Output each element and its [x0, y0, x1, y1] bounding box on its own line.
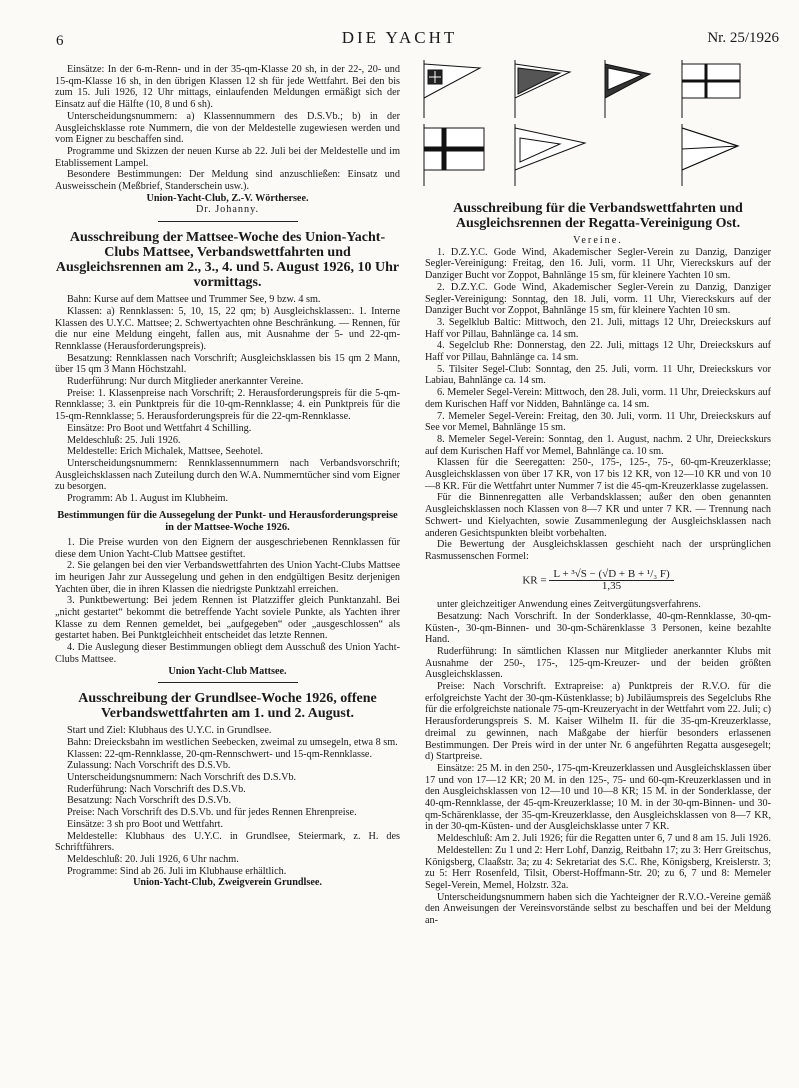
- paragraph: Meldestelle: Erich Michalek, Mattsee, Seehotel.: [67, 446, 264, 458]
- paragraph: Besatzung: Nach Vorschrift des D.S.Vb.: [67, 795, 232, 807]
- flag-1-icon: [424, 60, 480, 118]
- flag-3-icon: [605, 60, 650, 118]
- signature: Union Yacht-Club Mattsee.: [168, 665, 287, 677]
- divider: [158, 682, 298, 683]
- section-heading: Ausschreibung der Grundlsee-Woche 1926, offene Verbandswettfahrten am 1. und 2. August.: [78, 691, 377, 722]
- paragraph: Ruderführung: In sämtlichen Klassen nur Mitglieder anerkannter Klubs mit Ausnahme der 250-, 175-, 125-qm-Kreuzer- und der beiden größten Ausgleichsklassen.: [425, 645, 771, 681]
- signature: Union-Yacht-Club, Z.-V. Wörthersee.: [146, 192, 309, 204]
- paragraph: Besatzung: Nach Vorschrift. In der Sonderklasse, 40-qm-Rennklasse, 30-qm-Küsten-, 30-qm-Binnen- und 30-qm-Schärenklasse 3 Personen, keine bezahlte Hand.: [425, 610, 771, 646]
- divider: [158, 221, 298, 222]
- flag-5-icon: [424, 124, 484, 186]
- paragraph: unter gleichzeitiger Anwendung eines Zeitvergütungsverfahrens.: [437, 599, 701, 611]
- paragraph: Meldeschluß: 20. Juli 1926, 6 Uhr nachm.: [67, 853, 239, 865]
- paragraph: 2. Sie gelangen bei den vier Verbandswettfahrten des Union Yacht-Clubs Mattsee im heurigen Jahr zur Aussegelung und gehen in den endgültigen Besitz derjenigen Yachten über, die in ihren Klassen die niedrigste Punktzahl erreichen.: [55, 560, 400, 595]
- formula-fraction: [549, 569, 673, 593]
- paragraph: 7. Memeler Segel-Verein: Freitag, den 30. Juli, vorm. 11 Uhr, Dreieckskurs auf See vor Memel, Bahnlänge 15 sm.: [425, 410, 771, 434]
- running-title: DIE YACHT: [341, 28, 458, 47]
- paragraph: Programme und Skizzen der neuen Kurse ab 22. Juli bei der Meldestelle und im Etablissement Lampel.: [55, 145, 400, 169]
- section-heading: Ausschreibung für die Verbandswettfahrten und Ausgleichsrennen der Regatta-Vereinigung Ost.: [453, 201, 743, 231]
- formula-lhs: KR =: [522, 574, 547, 587]
- paragraph: 2. D.Z.Y.C. Gode Wind, Akademischer Segler-Verein zu Danzig, Danziger Segler-Vereinigung: Sonntag, den 18. Juli, vorm. 11 Uhr, Viereckskurs auf der Danziger Bucht vor Zoppot, Bahnlänge 15 sm, für kleinere Yachten 10 sm.: [425, 281, 771, 317]
- paragraph: 4. Segelclub Rhe: Donnerstag, den 22. Juli, mittags 12 Uhr, Dreieckskurs auf Haff vor Pillau, Bahnlänge ca. 14 sm.: [425, 340, 771, 364]
- club-flags-illustration: [420, 58, 770, 188]
- paragraph: Bahn: Kurse auf dem Mattsee und Trummer See, 9 bzw. 4 sm.: [67, 294, 321, 306]
- paragraph: Start und Ziel: Klubhaus des U.Y.C. in Grundlsee.: [67, 725, 272, 737]
- paragraph: Meldestellen: Zu 1 und 2: Herr Lohf, Danzig, Reitbahn 17; zu 3: Herr Greitschus, Königsberg, Claaßstr. 3a; zu 4: Sekretariat des S.C. Rhe, Königsberg, Kreislerstr. 3; zu 5: Herr Rosenfeld, Tilsit, Oberst-Hoffmann-Str. 20; zu 6, 7 und 8: Memeler Segel-Verein, Memel, Holzstr. 32a.: [425, 844, 771, 891]
- paragraph: 1. D.Z.Y.C. Gode Wind, Akademischer Segler-Verein zu Danzig, Danziger Segler-Vereinigung: Freitag, den 16. Juli, vorm. 11 Uhr, Viereckskurs auf der Danziger Bucht vor Zoppot, Bahnlänge 15 sm, für kleinere Yachten 10 sm.: [425, 246, 771, 282]
- paragraph: 5. Tilsiter Segel-Club: Sonntag, den 25. Juli, vorm. 11 Uhr, Dreieckskurs vor Labiau, Bahnlänge ca. 14 sm.: [425, 363, 771, 387]
- flag-6-icon: [515, 124, 585, 186]
- paragraph: 1. Die Preise wurden von den Eignern der ausgeschriebenen Rennklassen für diese dem Union Yacht-Club Mattsee gestiftet.: [55, 536, 400, 560]
- signature: Dr. Johanny.: [195, 204, 260, 216]
- paragraph: Meldeschluß: Am 2. Juli 1926; für die Regatten unter 6, 7 und 8 am 15. Juli 1926.: [437, 833, 771, 845]
- paragraph: Meldeschluß: 25. Juli 1926.: [67, 434, 181, 446]
- paragraph: Meldestelle: Klubhaus des U.Y.C. in Grundlsee, Steiermark, z. H. des Schriftführers.: [55, 830, 400, 854]
- paragraph: Einsätze: Pro Boot und Wettfahrt 4 Schilling.: [67, 422, 252, 434]
- paragraph: Ruderführung: Nach Vorschrift des D.S.Vb.: [67, 783, 246, 795]
- flag-4-icon: [682, 60, 740, 118]
- paragraph: Preise: Nach Vorschrift des D.S.Vb. und für jedes Rennen Ehrenpreise.: [67, 807, 357, 819]
- rasmussen-formula: [425, 569, 771, 593]
- paragraph: Programm: Ab 1. August im Klubheim.: [67, 493, 229, 505]
- paragraph: Preise: Nach Vorschrift. Extrapreise: a) Punktpreis der R.V.O. für die erfolgreichste Yacht der 30-qm-Küstenklasse; b) Jubiläumspreis des Segelclubs Rhe für die erfolgreichste nationale 75-qm-Kreuzeryacht in der Wettfahrt vom 22. Juli; c) Herausforderungspreis S. M. Kaiser Wilhelm II. für die 35-qm-Kreuzerklasse, dreimal zu gewinnen, nach Maßgabe der hierfür besonders erlassenen Bestimmungen. Der Preis wird in der unter Nr. 6 angeführten Regatta ausgesegelt; d) Startpreise.: [425, 681, 771, 763]
- paragraph: Einsätze: 3 sh pro Boot und Wettfahrt.: [67, 818, 224, 830]
- paragraph: 3. Segelklub Baltic: Mittwoch, den 21. Juli, mittags 12 Uhr, Dreieckskurs auf Haff vor Pillau, Bahnlänge ca. 14 sm.: [425, 316, 771, 340]
- formula-denominator: 1,35: [601, 580, 622, 593]
- paragraph: Ruderführung: Nur durch Mitglieder anerkannter Vereine.: [67, 376, 304, 388]
- paragraph: Unterscheidungsnummern: Nach Vorschrift des D.S.Vb.: [67, 772, 297, 784]
- paragraph: Unterscheidungsnummern: a) Klassennummern des D.S.Vb.; b) in der Ausgleichsklasse rote Nummern, die von der Meldestelle zugewiesen werden und vom Eigner zu beschaffen sind.: [55, 110, 400, 146]
- paragraph: 8. Memeler Segel-Verein: Sonntag, den 1. August, nachm. 2 Uhr, Dreieckskurs auf dem Kurischen Haff vor Memel, Bahnlänge ca. 10 sm.: [425, 433, 771, 457]
- right-column: [425, 193, 771, 927]
- paragraph: Einsätze: In der 6-m-Renn- und in der 35-qm-Klasse 20 sh, in der 22-, 20- und 15-qm-Klasse 16 sh, in den übrigen Klassen 12 sh für jede Wettfahrt. Bei den bis zum 15. Juli 1926, 12 Uhr mittags, einlaufenden Meldungen ermäßigt sich der Einsatz auf die Hälfte (10, 8 und 6 sh).: [55, 64, 400, 111]
- flag-2-icon: [515, 60, 570, 118]
- page-number: 6: [56, 33, 64, 49]
- section-heading: Ausschreibung der Mattsee-Woche des Union-Yacht-Clubs Mattsee, Verbandswettfahrten und Ausgleichsrennen am 2., 3., 4. und 5. August 1926, 10 Uhr vormittags.: [55, 230, 400, 291]
- subsection-heading: Bestimmungen für die Aussegelung der Punkt- und Herausforderungspreise in der Mattsee-Woche 1926.: [57, 509, 398, 533]
- paragraph: 3. Punktbewertung: Bei jedem Rennen ist Platzziffer gleich Punktanzahl. Bei „nicht gestartet“ bekommt die betreffende Yacht soviele Punkte, als Yachten ihrer Klasse zu dem Rennen gemeldet, bei „aufgegeben“ oder „ausgeschlossen“ als gestartet haben. Bei Punktgleichheit entscheidet das letzte Rennen.: [55, 595, 400, 642]
- paragraph: Besatzung: Rennklassen nach Vorschrift; Ausgleichsklassen bis 15 qm 2 Mann, über 15 qm 3 Mann Höchstzahl.: [55, 352, 400, 376]
- issue-number: Nr. 25/1926: [707, 30, 779, 46]
- signature: Union-Yacht-Club, Zweigverein Grundlsee.: [133, 877, 322, 889]
- paragraph: Einsätze: 25 M. in den 250-, 175-qm-Kreuzerklassen und Ausgleichsklassen über 17 und von 17—12 KR; 20 M. in den 125-, 75- und 60-qm-Kreuzerklassen und in den Ausgleichsklassen von 12—10 und 10—8 KR; 15 M. in der Sonderklasse, der 40-qm-Rennklasse, der 45-qm-Kreuzerklasse; 10 M. in der 30-qm-Binnen- und 30-qm-Schärenklasse, der 35-qm-Kreuzerklasse, den Ausgleichsklassen von 8—7 KR, in der 30-qm-Küsten- und der Ausgleichsklasse unter 7 KR.: [425, 762, 771, 833]
- paragraph: Unterscheidungsnummern haben sich die Yachteigner der R.V.O.-Vereine gemäß den Anweisungen der Vereinsvorstände selbst zu beschaffen und bei der Meldung an-: [425, 891, 771, 927]
- left-column: [55, 64, 400, 889]
- paragraph: 6. Memeler Segel-Verein: Mittwoch, den 28. Juli, vorm. 11 Uhr, Dreieckskurs auf dem Kurischen Haff vor Nidden, Bahnlänge ca. 14 sm.: [425, 387, 771, 410]
- paragraph: Die Bewertung der Ausgleichsklassen geschieht nach der ursprünglichen Rasmussenschen Formel:: [425, 539, 771, 562]
- paragraph: Klassen für die Seeregatten: 250-, 175-, 125-, 75-, 60-qm-Kreuzerklasse; Ausgleichsklassen von über 17 KR, von 17 bis 12 KR, von 12—10 KR und von 10—8 KR. Für die Wettfahrt unter Nummer 7 ist die 45-qm-Kreuzerklasse zugelassen.: [425, 457, 771, 492]
- formula-numerator: L + ³√S − (√D + B + ¹/₃ F): [549, 569, 673, 582]
- paragraph: Zulassung: Nach Vorschrift des D.S.Vb.: [67, 760, 231, 772]
- paragraph: Preise: 1. Klassenpreise nach Vorschrift; 2. Herausforderungspreis für die 5-qm-Rennklasse; 3. ein Punktpreis für die 10-qm-Rennklasse; 4. ein Punktpreis für die 15-qm-Rennklasse; 5. Herausforderungspreis für die 22-qm-Rennklasse.: [55, 387, 400, 423]
- paragraph: Bahn: Dreiecksbahn im westlichen Seebecken, zweimal zu umsegeln, etwa 8 sm.: [67, 736, 398, 748]
- flag-7-icon: [682, 124, 738, 186]
- paragraph: 4. Die Auslegung dieser Bestimmungen obliegt dem Ausschuß des Union Yacht-Clubs Mattsee.: [55, 642, 400, 665]
- paragraph: Für die Binnenregatten alle Verbandsklassen; außer den oben genannten Ausgleichsklassen noch Klassen von 8—7 KR und unter 7 KR. — Trennung nach Schwert- und Kielyachten, sowie Zusammenlegung der Ausgleichsklassen nach anderen Gesichtspunkten bleibt vorbehalten.: [425, 492, 771, 539]
- paragraph: Besondere Bestimmungen: Der Meldung sind anzuschließen: Einsatz und Ausweisschein (Meßbrief, Standerschein usw.).: [55, 169, 400, 193]
- paragraph: Unterscheidungsnummern: Rennklassennummern nach Verbandsvorschrift; Ausgleichsklassen nach Zuteilung durch den W.A. Nummerntücher sind vom Eigner zu besorgen.: [55, 457, 400, 493]
- paragraph: Klassen: 22-qm-Rennklasse, 20-qm-Rennschwert- und 15-qm-Rennklasse.: [67, 748, 372, 760]
- subheading: Vereine.: [573, 235, 623, 246]
- paragraph: Programme: Sind ab 26. Juli im Klubhause erhältlich.: [67, 865, 287, 877]
- paragraph: Klassen: a) Rennklassen: 5, 10, 15, 22 qm; b) Ausgleichsklassen:. 1. Interne Klassen des U.Y.C. Mattsee; 2. Schwertyachten ohne Beschränkung. — Rennen, für die nur eine Meldung eingeht, fallen aus, mit Ausnahme der 5- und 22-qm-Rennklasse (Herausforderungspreis).: [55, 305, 400, 352]
